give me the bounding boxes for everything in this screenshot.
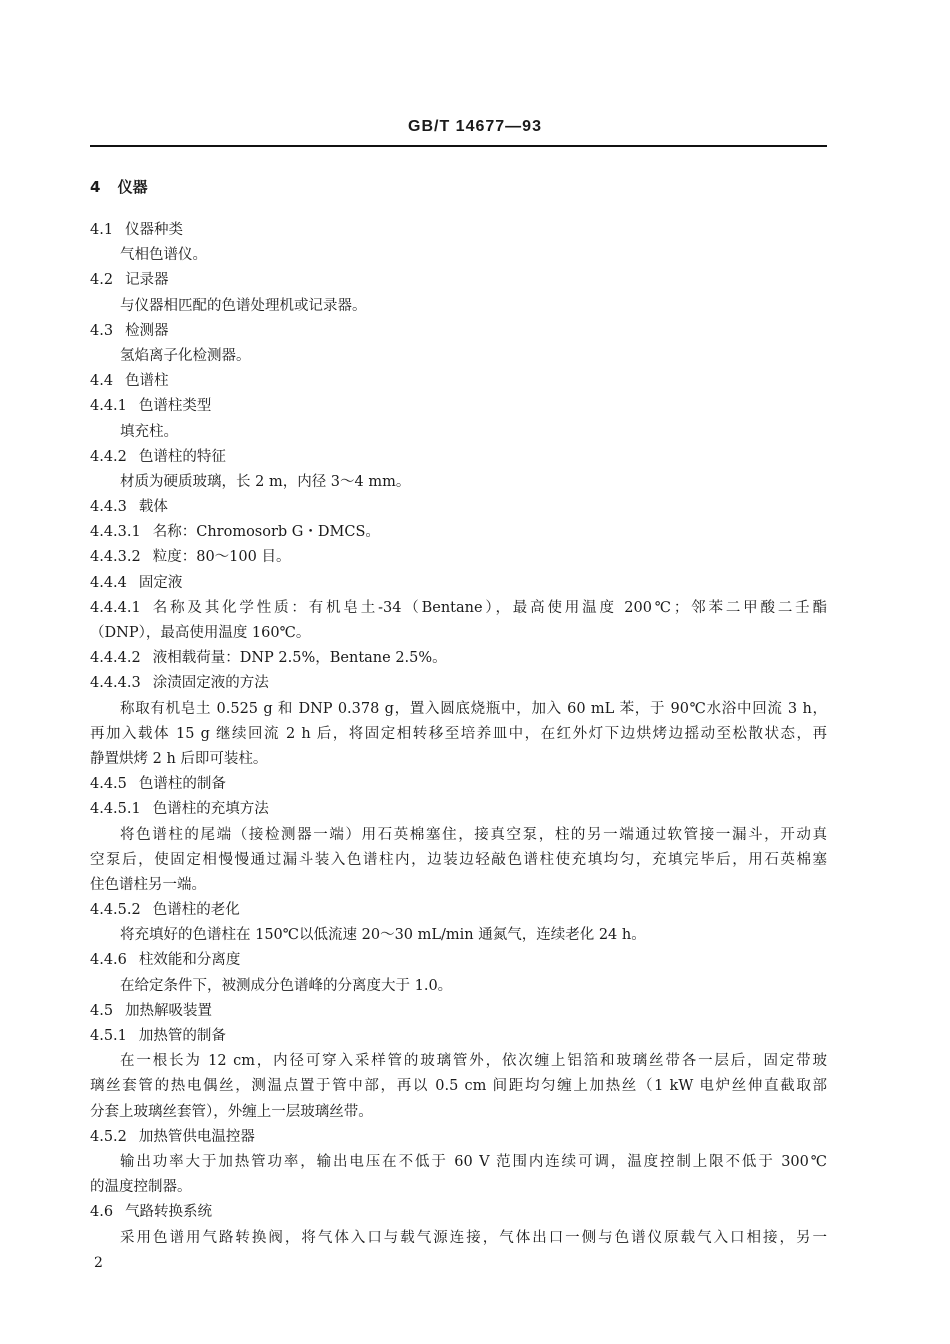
document-body <box>90 174 827 1251</box>
clause-number: 4.5 <box>90 1002 114 1019</box>
paragraph-text: 的温度控制器。 <box>90 1179 192 1196</box>
paragraph-text: 将充填好的色谱柱在 150℃以低流速 20～30 mL/min 通氮气，连续老化 24 h。 <box>120 927 646 944</box>
clause-title: 色谱柱类型 <box>138 398 212 415</box>
section-heading <box>90 174 827 200</box>
paragraph-text: 材质为硬质玻璃，长 2 m，内径 3～4 mm。 <box>120 473 411 490</box>
paragraph-line <box>90 823 827 848</box>
clause-line <box>90 596 827 621</box>
clause-line <box>90 671 827 696</box>
header-divider <box>90 145 827 147</box>
clause-title: 柱效能和分离度 <box>138 952 241 969</box>
clause-title: 涂渍固定液的方法 <box>152 675 269 692</box>
paragraph-line <box>90 1049 827 1074</box>
clause-title: 记录器 <box>125 272 169 289</box>
paragraph-line <box>90 923 827 948</box>
clause-line <box>90 495 827 520</box>
clause-title: 固定液 <box>138 574 183 591</box>
paragraph-line <box>90 848 827 873</box>
paragraph-text: 采用色谱用气路转换阀，将气体入口与载气源连接，气体出口一侧与色谱仪原载气入口相接，另一 <box>120 1229 827 1246</box>
paragraph-text: 在一根长为 12 cm，内径可穿入采样管的玻璃管外，依次缠上铝箔和玻璃丝带各一层后，固定带玻 <box>120 1053 827 1070</box>
clause-number: 4.4.4.2 <box>90 650 141 667</box>
clause-title: 名称及其化学性质：有机皂土-34（Bentane），最高使用温度 200℃；邻苯二甲酸二壬酯 <box>152 599 827 616</box>
clause-title: 加热管供电温控器 <box>138 1128 255 1145</box>
clause-title: 气路转换系统 <box>125 1204 213 1221</box>
clause-title: 载体 <box>138 499 168 516</box>
clause-title: 加热解吸装置 <box>125 1002 213 1019</box>
paragraph-line <box>90 1175 827 1200</box>
clause-number: 4.6 <box>90 1204 114 1221</box>
clause-line <box>90 218 827 243</box>
paragraph-text: 在给定条件下，被测成分色谱峰的分离度大于 1.0。 <box>120 977 453 994</box>
clause-number: 4.5.2 <box>90 1128 127 1145</box>
paragraph-text: （DNP），最高使用温度 160℃。 <box>90 625 311 641</box>
clause-number: 4.4.2 <box>90 448 127 465</box>
clause-number: 4.4.3.1 <box>90 524 141 541</box>
clause-line <box>90 772 827 797</box>
clause-line <box>90 797 827 822</box>
clause-number: 4.4.4 <box>90 574 127 591</box>
clause-line <box>90 646 827 671</box>
clause-title: 色谱柱的制备 <box>138 776 226 793</box>
clause-number: 4.1 <box>90 222 114 238</box>
paragraph-text: 将色谱柱的尾端（接检测器一端）用石英棉塞住，接真空泵，柱的另一端通过软管接一漏斗，开动真 <box>120 826 827 843</box>
clause-line <box>90 1200 827 1225</box>
paragraph-line <box>90 470 827 495</box>
clause-line <box>90 898 827 923</box>
clause-line <box>90 999 827 1024</box>
paragraph-text: 再加入载体 15 g 继续回流 2 h 后，将固定相转移至培养皿中，在红外灯下边烘烤边摇动至松散状态，再 <box>90 725 827 742</box>
paragraph-line <box>90 1150 827 1175</box>
paragraph-line <box>90 243 827 268</box>
paragraph-line <box>90 344 827 369</box>
clause-title: 加热管的制备 <box>138 1028 226 1044</box>
clause-title: 检测器 <box>125 322 169 339</box>
clause-line <box>90 545 827 570</box>
paragraph-line <box>90 420 827 445</box>
clause-number: 4.4.5.2 <box>90 902 141 919</box>
clause-number: 4.4.5.1 <box>90 801 141 818</box>
paragraph-text: 与仪器相匹配的色谱处理机或记录器。 <box>120 297 367 314</box>
clause-title: 粒度：80～100 目。 <box>152 549 291 566</box>
clause-number: 4.4.3.2 <box>90 549 141 566</box>
clause-number: 4.5.1 <box>90 1028 127 1044</box>
clause-title: 色谱柱的特征 <box>138 448 226 465</box>
clause-number: 4.4 <box>90 373 114 390</box>
clause-line <box>90 319 827 344</box>
clause-line <box>90 948 827 973</box>
clause-title: 色谱柱 <box>125 373 169 390</box>
paragraph-text: 静置烘烤 2 h 后即可装柱。 <box>90 750 268 767</box>
paragraph-line <box>90 1226 827 1251</box>
clause-title: 名称：Chromosorb G・DMCS。 <box>152 524 380 541</box>
paragraph-line <box>90 747 827 772</box>
clause-line <box>90 445 827 470</box>
paragraph-line <box>90 873 827 898</box>
paragraph-line <box>90 294 827 319</box>
paragraph-text: 气相色谱仪。 <box>120 247 207 264</box>
clause-line <box>90 1024 827 1049</box>
clause-number: 4.4.4.1 <box>90 599 141 616</box>
clause-number: 4.4.6 <box>90 952 127 969</box>
clause-line <box>90 369 827 394</box>
standard-header-title: GB/T 14677—93 <box>408 118 542 135</box>
clause-line <box>90 571 827 596</box>
paragraph-text: 空泵后，使固定相慢慢通过漏斗装入色谱柱内，边装边轻敲色谱柱使充填均匀，充填完毕后，用石英棉塞 <box>90 851 827 868</box>
clause-title: 色谱柱的充填方法 <box>152 801 269 818</box>
paragraph-text: 分套上玻璃丝套管），外缠上一层玻璃丝带。 <box>90 1103 373 1120</box>
paragraph-text: 璃丝套管的热电偶丝，测温点置于管中部，再以 0.5 cm 间距均匀缠上加热丝（1 kW 电炉丝伸直截取部 <box>90 1078 827 1095</box>
clause-number: 4.4.5 <box>90 776 127 793</box>
clause-number: 4.4.1 <box>90 398 127 415</box>
clause-line <box>90 520 827 545</box>
clause-line <box>90 268 827 293</box>
paragraph-text: 称取有机皂土 0.525 g 和 DNP 0.378 g，置入圆底烧瓶中，加入 60 mL 苯，于 90℃水浴中回流 3 h， <box>120 700 827 717</box>
clause-line <box>90 394 827 419</box>
clause-number: 4.3 <box>90 322 114 339</box>
section-number: 4 <box>90 178 101 196</box>
paragraph-line <box>90 722 827 747</box>
clause-number: 4.4.3 <box>90 499 127 516</box>
section-title: 仪器 <box>117 178 148 196</box>
clause-number: 4.4.4.3 <box>90 675 141 692</box>
clause-title: 液相载荷量：DNP 2.5%，Bentane 2.5%。 <box>152 650 447 667</box>
clause-number: 4.2 <box>90 272 114 289</box>
paragraph-text: 住色谱柱另一端。 <box>90 876 206 893</box>
paragraph-text: 填充柱。 <box>120 423 178 440</box>
paragraph-text: 氢焰离子化检测器。 <box>120 347 251 364</box>
paragraph-text: 输出功率大于加热管功率，输出电压在不低于 60 V 范围内连续可调，温度控制上限不低于 300℃ <box>120 1153 827 1170</box>
paragraph-line <box>90 621 827 646</box>
clause-title: 色谱柱的老化 <box>152 902 240 919</box>
paragraph-line <box>90 1074 827 1099</box>
paragraph-line <box>90 1100 827 1125</box>
clause-title: 仪器种类 <box>125 222 184 238</box>
paragraph-line <box>90 974 827 999</box>
clause-line <box>90 1125 827 1150</box>
paragraph-line <box>90 697 827 722</box>
page-number: 2 <box>94 1255 103 1271</box>
